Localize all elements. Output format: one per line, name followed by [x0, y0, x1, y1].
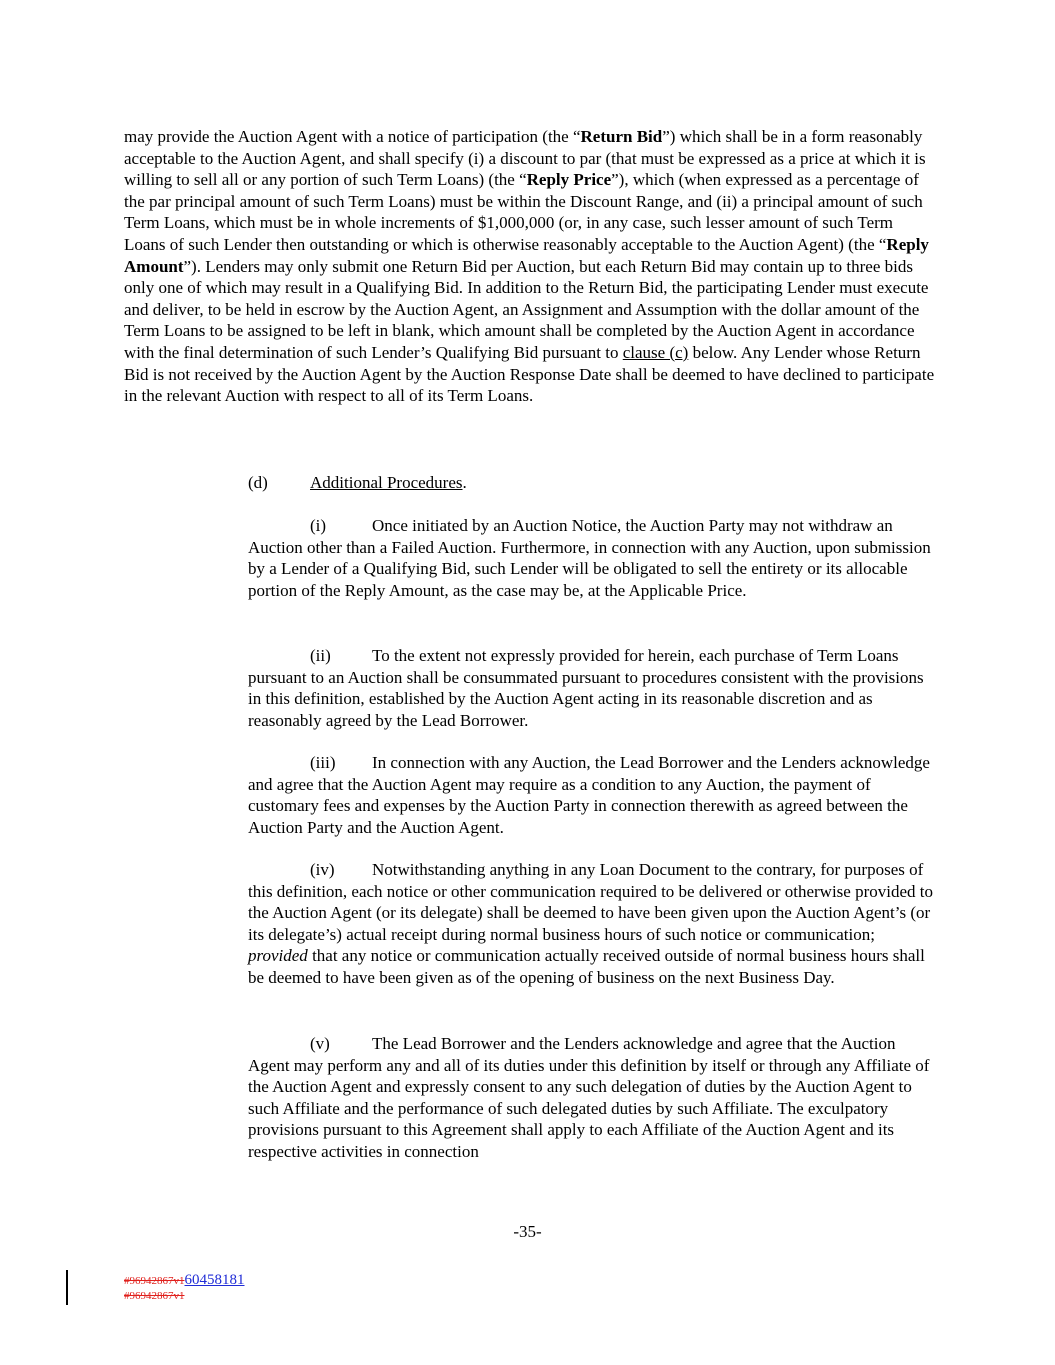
page-number: -35- — [513, 1222, 542, 1241]
item-number: (iv) — [310, 860, 335, 879]
intro-text-4: ”). Lenders may only submit one Return Bid per Auction, but each Return Bid may contain up to three bids only one of which may result in a Qualifying Bid. In addition to the Return Bid, the participating Lender must execute and deliver, to be held in escrow by the Auction Agent, an Assignment and Assumption with the dollar amount of the Term Loans to be assigned to be left in blank, which amount shall be completed by the Auction Agent in accordance with the final determination of such Lender’s Qualifying Bid pursuant to — [124, 256, 929, 362]
intro-text-3: ”), which (when expressed as a percentage of the par principal amount of such Term Loans) must be within the Discount Range, and (ii) a principal amount of such Term Loans, which must be in whole increments of $1,000,000 (or, in any case, such lesser amount of such Term Loans of such Lender then outstanding or which is otherwise reasonably acceptable to the Auction Agent) (the “ — [124, 170, 923, 254]
section-d-heading — [248, 472, 467, 494]
item-number: (i) — [310, 516, 327, 535]
procedure-item-iii — [248, 752, 936, 838]
revision-change-bar — [66, 1270, 68, 1305]
item-number: (iii) — [310, 753, 336, 772]
section-d-number: (d) — [248, 473, 268, 492]
item-emphasis: provided — [248, 946, 308, 966]
section-d-title: Additional Procedures — [310, 473, 463, 492]
defined-term-return-bid: Return Bid — [580, 127, 663, 146]
defined-term-reply-amount: Reply Amount — [124, 234, 929, 276]
item-text: In connection with any Auction, the Lead Borrower and the Lenders acknowledge and agree that the Auction Agent may require as a condition to any Auction, the payment of customary fees and expenses by the Auction Party in connection therewith as agreed between the Auction Party and the Auction Agent. — [248, 753, 930, 837]
intro-text-2: ”) which shall be in a form reasonably acceptable to the Auction Agent, and shall specify (i) a discount to par (that must be expressed as a price at which it is willing to sell all or any portion of such Term Loans) (the “ — [124, 127, 926, 190]
document-id-inserted: 60458181 — [184, 1272, 245, 1288]
item-number: (v) — [310, 1034, 330, 1053]
intro-text-1: may provide the Auction Agent with a notice of participation (the “ — [124, 127, 581, 146]
intro-text-5: below. Any Lender whose Return Bid is not received by the Auction Agent by the Auction Response Date shall be deemed to have declined to participate in the relevant Auction with respect to all of its Term Loans. — [124, 342, 935, 406]
procedure-item-ii — [248, 645, 936, 731]
return-bid-paragraph — [124, 126, 936, 407]
item-number: (ii) — [310, 646, 331, 665]
document-id-deleted-2: #96942867v1 — [124, 1290, 185, 1302]
document-id — [124, 1273, 245, 1288]
item-text: To the extent not expressly provided for herein, each purchase of Term Loans pursuant to an Auction shall be consummated pursuant to procedures consistent with the provisions in this definition, established by the Auction Agent acting in its reasonable discretion and as reasonably agreed by the Lead Borrower. — [248, 646, 924, 730]
clause-reference: clause (c) — [622, 342, 689, 362]
procedure-item-i — [248, 515, 936, 601]
item-text: Once initiated by an Auction Notice, the Auction Party may not withdraw an Auction other than a Failed Auction. Furthermore, in connection with any Auction, upon submission by a Lender of a Qualifying Bid, such Lender will be obligated to sell the entirety or its allocable portion of the Reply Amount, as the case may be, at the Applicable Price. — [248, 516, 931, 600]
item-text: Notwithstanding anything in any Loan Document to the contrary, for purposes of this definition, each notice or other communication required to be delivered or otherwise provided to the Auction Agent (or its delegate) shall be deemed to have been given upon the Auction Agent’s (or its delegate’s) actual receipt during normal business hours of such notice or communication; — [248, 860, 933, 944]
item-text: The Lead Borrower and the Lenders acknowledge and agree that the Auction Agent may perform any and all of its duties under this definition by itself or through any Affiliate of the Auction Agent and expressly consent to any such delegation of duties by the Auction Agent to such Affiliate and the performance of such delegated duties by such Affiliate. The exculpatory provisions pursuant to this Agreement shall apply to each Affiliate of the Auction Agent and its respective activities in connection — [248, 1034, 930, 1161]
procedure-item-iv — [248, 859, 936, 989]
document-id-deleted: #96942867v1 — [124, 1275, 185, 1287]
item-text-continued: that any notice or communication actually received outside of normal business hours shall be deemed to have been given as of the opening of business on the next Business Day. — [248, 946, 925, 987]
procedure-item-v — [248, 1033, 936, 1163]
defined-term-reply-price: Reply Price — [526, 170, 612, 190]
section-d-punctuation: . — [462, 473, 467, 492]
